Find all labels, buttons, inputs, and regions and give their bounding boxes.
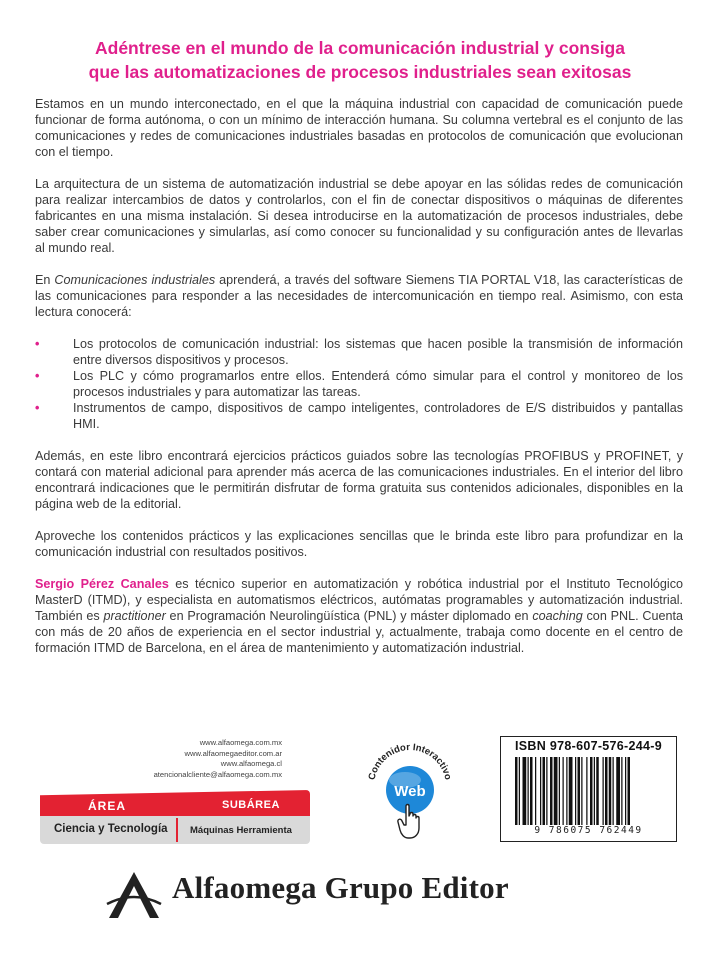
barcode-bar [523,757,527,825]
barcode-bar [550,757,553,825]
headline-line-1: Adéntrese en el mundo de la comunicación industrial y consiga [95,38,625,58]
barcode-bar [613,757,614,825]
barcode-bar [628,757,631,825]
barcode-bar [621,757,622,825]
barcode-bar [528,757,529,825]
headline [30,36,690,84]
author-bio-em-2: coaching [532,609,583,623]
isbn-box [500,736,677,842]
alfaomega-logo-icon [105,870,163,922]
isbn-label: ISBN 978-607-576-244-9 [515,739,662,753]
barcode-bar [625,757,626,825]
barcode-bar [519,757,520,825]
list-item [35,400,683,432]
barcode-bar [540,757,541,825]
barcode-bar [609,757,612,825]
barcode-bar [578,757,581,825]
barcode-bar [575,757,576,825]
publisher-name: Alfaomega Grupo Editor [172,870,509,905]
author-bio-em-1: practitioner [103,609,166,623]
area-label: ÁREA [88,799,127,813]
list-item-text: Instrumentos de campo, dispositivos de campo inteligentes, controladores de E/S distribuidos y pantallas HMI. [73,401,683,431]
barcode-icon [511,757,667,825]
barcode-bar [581,757,582,825]
publisher-links [80,738,282,780]
list-item-text: Los protocolos de comunicación industrial: los sistemas que hacen posible la transmisión de información entre diversos dispositivos y procesos. [73,337,683,367]
headline-line-2: que las automatizaciones de procesos industriales sean exitosas [88,62,632,82]
author-name: Sergio Pérez Canales [35,577,169,591]
interactive-web-content-icon [360,730,460,840]
description-body [35,96,683,672]
badge-center-text: Web [394,783,426,800]
contact-email[interactable]: atencionalcliente@alfaomega.com.mx [153,769,282,779]
area-divider [176,818,178,842]
barcode-bar [605,757,608,825]
bullet-icon: • [35,401,40,415]
topics-list [35,336,683,432]
paragraph-extra-material: Además, en este libro encontrará ejercicios prácticos guiados sobre las tecnologías PROFIBUS y PROFINET, y contará con material adicional para aprender más acerca de las comunicaciones industriales. En el interior del libro encontrará indicaciones que le permitirán disfrutar de forma gratuita sus contenidos adicionales, disponibles en la página web de la editorial. [35,449,683,511]
bullet-icon: • [35,337,40,351]
barcode-bar [596,757,599,825]
area-values-band [40,816,310,844]
list-item-text: Los PLC y cómo programarlos entre ellos. Entenderá cómo simular para el control y monitoreo de los procesos industriales y para automatizar las tareas. [73,369,683,399]
author-bio [35,576,683,656]
subarea-value: Máquinas Herramienta [190,825,292,836]
barcode-bar [586,757,587,825]
barcode-bar [554,757,558,825]
barcode-bar [543,757,546,825]
author-bio-part-2: en Programación Neurolingüística (PNL) y máster diplomado en [165,609,533,623]
area-value: Ciencia y Tecnología [54,823,168,835]
barcode-bar [616,757,620,825]
barcode-bar [515,757,518,825]
paragraph-intro: Estamos en un mundo interconectado, en el que la máquina industrial con capacidad de comunicación puede funcionar de forma autónoma, o con un mínimo de interacción humana. Su columna vertebral es el conjunto de las comunicaciones y redes de comunicaciones industriales basadas en protocolos de comunicación que evolucionan con el tiempo. [35,97,683,159]
link-cl[interactable]: www.alfaomega.cl [220,759,282,768]
barcode-bar [590,757,593,825]
barcode-bar [546,757,547,825]
barcode-bar [559,757,560,825]
link-mx[interactable]: www.alfaomega.com.mx [199,738,282,747]
link-ar[interactable]: www.alfaomegaeditor.com.ar [184,748,282,758]
barcode-bar [563,757,564,825]
barcode-bar [535,757,536,825]
barcode-bar [603,757,604,825]
author-bio-part-3: con PNL. Cuenta con más de 20 años de experiencia en el sector industrial y, actualmente, trabaja como docente en el centro de formación ITMD de Barcelona, en el área de mantenimiento y automatización industrial. [35,609,683,655]
paragraph-prefix: En [35,273,55,287]
barcode-bar [594,757,595,825]
paragraph-architecture: La arquitectura de un sistema de automatización industrial se debe apoyar en las sólidas redes de comunicación para realizar intercambios de datos y controlarlos, con el fin de conectar dispositivos o máquinas de diferentes fabricantes en una misma instalación. Si desea introducirse en la automatización de procesos industriales, debe saber crear comunicaciones y simularlas, así como conocer su funcionalidad y su configuración antes de llevarlas al mundo real. [35,177,683,255]
barcode-bar [569,757,573,825]
paragraph-book-content [35,272,683,320]
list-item [35,336,683,368]
author-bio-part-1: es técnico superior en automatización y robótica industrial por el Instituto Tecnológico MasterD (ITMD), y especialista en automatismos eléctricos, autómatas programables y automatización industrial. También es [35,577,683,623]
barcode-digits: 9 786075 762449 [534,825,643,836]
barcode-bar [566,757,567,825]
paragraph-rest: aprenderá, a través del software Siemens TIA PORTAL V18, las características de las comunicaciones para responder a las necesidades de intercomunicación en tiempo real. Asimismo, con esta lectura conocerá: [35,273,683,319]
badge-arc-textpath: Contenidor Interactivo [366,741,454,782]
subarea-label: SUBÁREA [222,799,280,811]
bullet-icon: • [35,369,40,383]
barcode-bar [530,757,533,825]
book-title-inline: Comunicaciones industriales [54,273,216,287]
list-item [35,368,683,400]
paragraph-closing: Aproveche los contenidos prácticos y las explicaciones sencillas que le brinda este libro para profundizar en la comunicación industrial con resultados positivos. [35,529,683,559]
subject-area-box [40,790,310,848]
